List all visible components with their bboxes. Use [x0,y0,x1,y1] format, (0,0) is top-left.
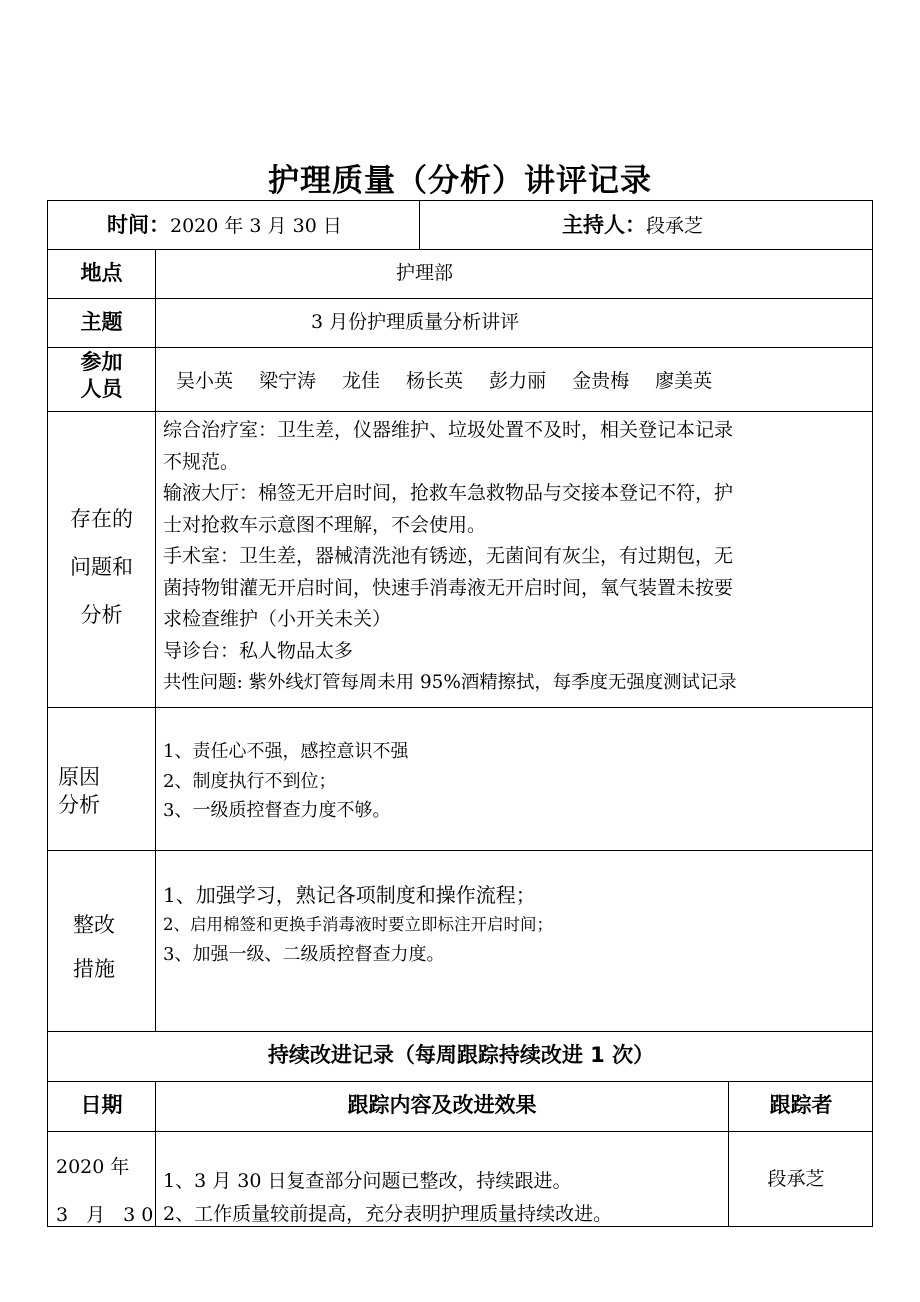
tracker-name: 段承芝 [767,1168,825,1190]
row-divider [47,707,873,708]
causes-label: 原因 分析 [58,765,100,817]
problem-line: 求检查维护（小开关未关） [163,608,392,630]
problem-line: 不规范。 [163,450,240,473]
time-value: 2020 年 3 月 30 日 [170,215,342,237]
improvement-section-title: 持续改进记录（每周跟踪持续改进 1 次） [267,1043,655,1067]
col-divider [419,200,420,249]
measures-list [163,880,553,970]
row-divider [47,298,873,299]
column-header-content: 跟踪内容及改进效果 [347,1093,537,1117]
causes-list [163,737,408,826]
time-label: 时间： [107,213,170,237]
cause-item: 3、一级质控督查力度不够。 [163,800,391,821]
col-divider [155,249,156,1031]
participant-name: 金贵梅 [572,370,630,392]
participant-name: 吴小英 [176,370,234,392]
problems-label: 存在的 问题和 分析 [70,507,133,627]
row-divider [47,347,873,348]
row-divider [47,1031,873,1032]
participant-name: 彭力丽 [489,370,547,392]
participants-list [176,372,738,391]
cause-item: 1、责任心不强，感控意识不强 [163,741,409,762]
problem-line: 综合治疗室：卫生差，仪器维护、垃圾处置不及时，相关登记本记录 [163,419,734,441]
problem-line: 士对抢救车示意图不理解，不会使用。 [163,513,487,536]
measure-item: 1、加强学习，熟记各项制度和操作流程； [163,883,536,907]
problems-text [163,415,865,699]
problem-line: 手术室：卫生差，器械清洗池有锈迹，无菌间有灰尘，有过期包，无 [163,545,734,567]
location-value: 护理部 [396,262,454,284]
measure-item: 3、加强一级、二级质控督查力度。 [163,944,445,965]
problem-line: 共性问题: 紫外线灯管每周未用 95%酒精擦拭，每季度无强度测试记录 [163,672,737,693]
participant-name: 龙佳 [342,370,381,392]
measures-label: 整改 措施 [73,913,115,981]
row-divider [47,850,873,851]
location-label: 地点 [80,261,123,285]
column-header-date: 日期 [80,1093,123,1117]
page-title: 护理质量（分析）讲评记录 [268,163,652,199]
host-field [562,215,703,236]
problem-line: 输液大厅：棉签无开启时间，抢救车急救物品与交接本登记不符，护 [163,482,734,504]
row-divider [47,1081,873,1082]
participant-name: 梁宁涛 [259,370,317,392]
time-field [107,215,342,236]
column-header-tracker: 跟踪者 [769,1093,833,1117]
measure-item: 2、启用棉签和更换手消毒液时要立即标注开启时间； [163,915,553,934]
problem-line: 菌持物钳灌无开启时间，快速手消毒液无开启时间，氧气装置未按要 [163,576,734,599]
tracking-item: 2、工作质量较前提高，充分表明护理质量持续改进。 [163,1203,613,1225]
subject-value: 3 月份护理质量分析讲评 [311,311,520,333]
record-table [47,200,873,1227]
problem-line: 导诊台：私人物品太多 [163,639,354,662]
row-divider [47,249,873,250]
subject-label: 主题 [80,310,123,334]
participant-name: 廖美英 [655,370,713,392]
row-divider [47,411,873,412]
participant-name: 杨长英 [406,370,464,392]
row-divider [47,1131,873,1132]
tracking-date: 2020 年 3 月 30 [56,1156,160,1226]
tracking-content [163,1165,612,1231]
host-label: 主持人： [562,213,646,237]
tracking-item: 1、3 月 30 日复查部分问题已整改，持续跟进。 [163,1170,572,1192]
participants-label: 参加 人员 [80,350,123,401]
host-value: 段承芝 [646,215,704,237]
cause-item: 2、制度执行不到位； [163,770,337,792]
